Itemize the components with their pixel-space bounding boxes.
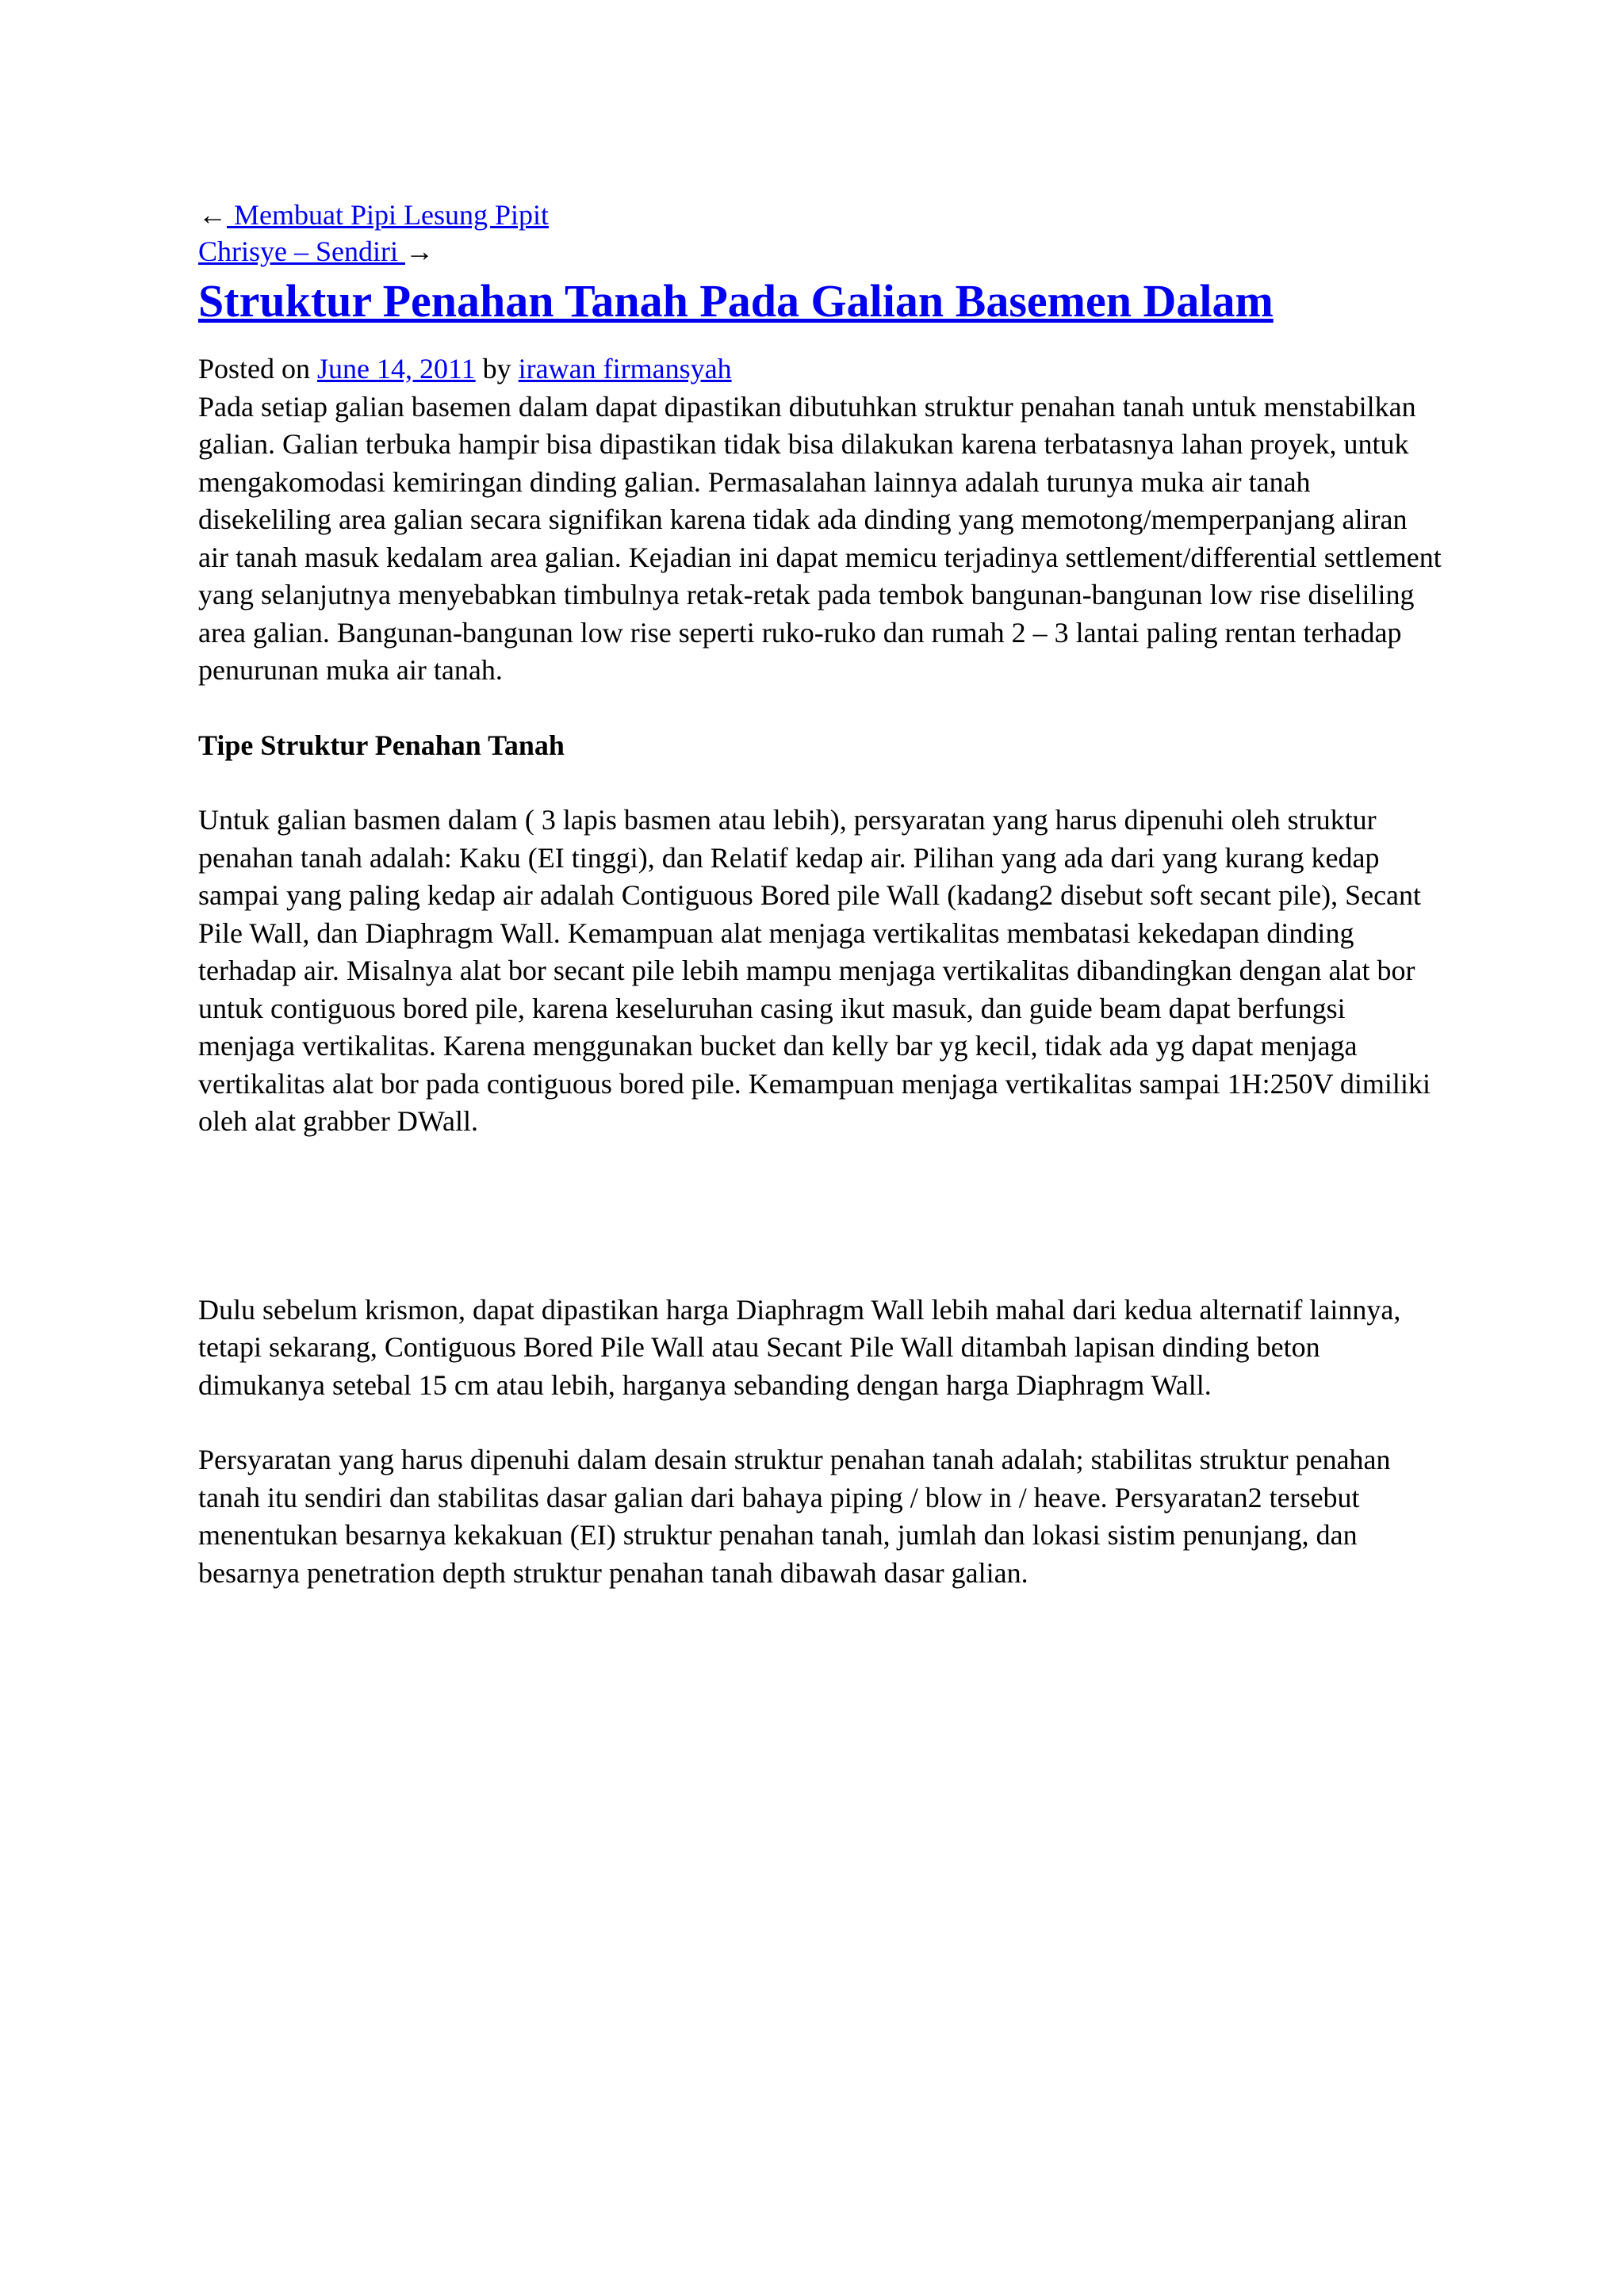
prev-post-link[interactable]: Membuat Pipi Lesung Pipit	[227, 199, 550, 231]
post-title-link[interactable]: Struktur Penahan Tanah Pada Galian Basemen Dalam	[198, 275, 1274, 327]
paragraph-design: Persyaratan yang harus dipenuhi dalam desain struktur penahan tanah adalah; stabilitas struktur penahan tanah itu sendiri dan stabilitas dasar galian dari bahaya piping / blow in / heave. Persyaratan2 tersebut menentukan besarnya kekakuan (EI) struktur penahan tanah, jumlah dan lokasi sistim penunjang, dan besarnya penetration depth struktur penahan tanah dibawah dasar galian.	[198, 1444, 1391, 1589]
posted-on-label: Posted on	[198, 353, 318, 385]
paragraph-requirements: Untuk galian basmen dalam ( 3 lapis basmen atau lebih), persyaratan yang harus dipenuhi oleh struktur penahan tanah adalah: Kaku (EI tinggi), dan Relatif kedap air. Pilihan yang ada dari yang kurang kedap sampai yang paling kedap air adalah Contiguous Bored pile Wall (kadang2 disebut soft secant pile), Secant Pile Wall, dan Diaphragm Wall. Kemampuan alat menjaga vertikalitas membatasi kekedapan dinding terhadap air. Misalnya alat bor secant pile lebih mampu menjaga vertikalitas dibandingkan dengan alat bor untuk contiguous bored pile, karena keseluruhan casing ikut masuk, dan guide beam dapat berfungsi menjaga vertikalitas. Karena menggunakan bucket dan kelly bar yg kecil, tidak ada yg dapat menjaga vertikalitas alat bor pada contiguous bored pile. Kemampuan menjaga vertikalitas sampai 1H:250V dimiliki oleh alat grabber DWall.	[198, 804, 1431, 1137]
by-label: by	[475, 353, 519, 385]
paragraph-cost: Dulu sebelum krismon, dapat dipastikan harga Diaphragm Wall lebih mahal dari kedua alternatif lainnya, tetapi sekarang, Contiguous Bored Pile Wall atau Secant Pile Wall ditambah lapisan dinding beton dimukanya setebal 15 cm atau lebih, harganya sebanding dengan harga Diaphragm Wall.	[198, 1293, 1401, 1401]
post-meta	[198, 350, 1443, 388]
paragraph-intro: Pada setiap galian basemen dalam dapat dipastikan dibutuhkan struktur penahan tanah untuk menstabilkan galian. Galian terbuka hampir bisa dipastikan tidak bisa dilakukan karena terbatasnya lahan proyek, untuk mengakomodasi kemiringan dinding galian. Permasalahan lainnya adalah turunya muka air tanah disekeliling area galian secara signifikan karena tidak ada dinding yang memotong/memperpanjang aliran air tanah masuk kedalam area galian. Kejadian ini dapat memicu terjadinya settlement/differential settlement yang selanjutnya menyebabkan timbulnya retak-retak pada tembok bangunan-bangunan low rise diseliling area galian. Bangunan-bangunan low rise seperti ruko-ruko dan rumah 2 – 3 lantai paling rentan terhadap penurunan muka air tanah.	[198, 390, 1442, 686]
post-author-link[interactable]: irawan firmansyah	[518, 353, 732, 385]
post-date-link[interactable]: June 14, 2011	[317, 353, 476, 385]
document-page	[198, 197, 1443, 1592]
left-arrow-icon: ←	[198, 199, 227, 231]
post-title	[198, 273, 1443, 330]
next-post-link[interactable]: Chrisye – Sendiri	[198, 235, 405, 267]
section-heading: Tipe Struktur Penahan Tanah	[198, 729, 565, 761]
right-arrow-icon: →	[404, 235, 434, 267]
prev-post-nav	[198, 197, 1443, 233]
next-post-nav	[198, 233, 1443, 270]
